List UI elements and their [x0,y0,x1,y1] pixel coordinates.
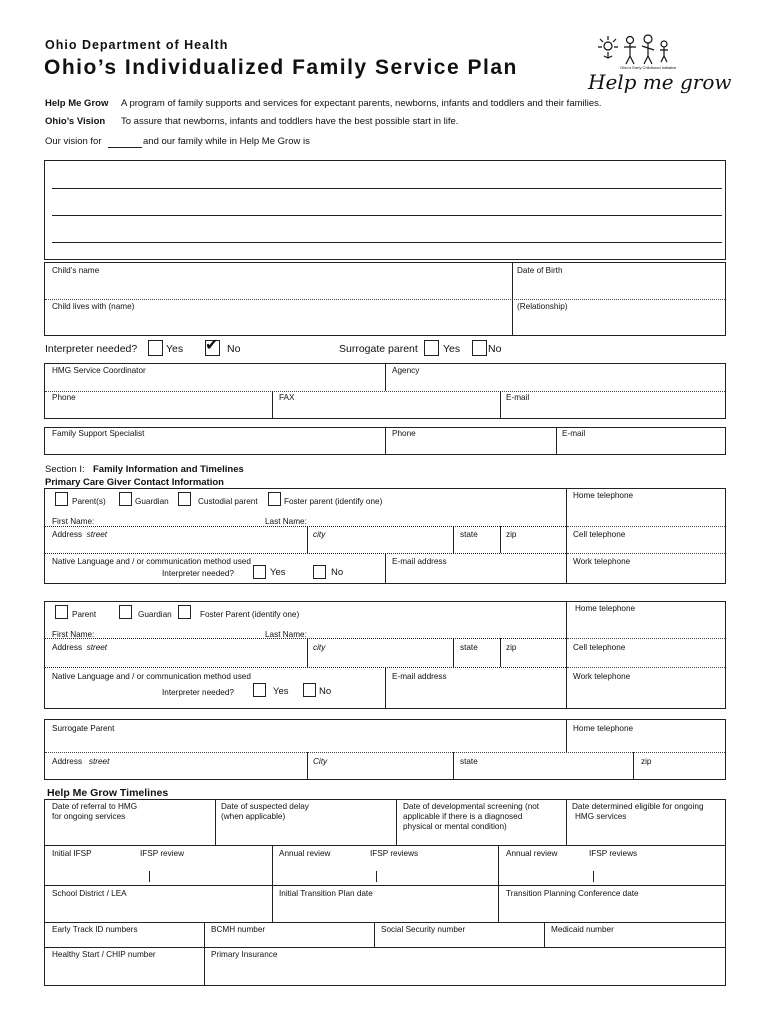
date-screening-line2: applicable if there is a diagnosed [403,812,523,821]
cg2-state[interactable]: state [460,643,478,652]
cg2-zip[interactable]: zip [506,643,517,652]
hmg-label: Help Me Grow [45,98,109,109]
email-field[interactable]: E-mail [506,393,530,402]
surrogate-zip[interactable]: zip [641,757,652,766]
cg1-work-telephone[interactable]: Work telephone [573,557,631,566]
date-suspected-line2: (when applicable) [221,812,286,821]
surrogate-street-label: street [88,757,110,766]
date-suspected-field[interactable] [221,802,309,822]
cg1-cell-telephone[interactable]: Cell telephone [573,530,626,539]
ifsp-reviews-field[interactable]: IFSP reviews [370,849,419,858]
fss-email-field[interactable]: E-mail [562,429,586,438]
date-of-referral-line2: for ongoing services [52,812,126,821]
help-me-grow-logo [586,32,732,98]
date-eligible-line2: HMG services [575,812,627,821]
cg1-last-name[interactable]: Last Name: [265,517,307,526]
cg1-custodial-label: Custodial parent [198,497,258,506]
cg2-first-name[interactable]: First Name: [52,630,95,639]
cg1-city[interactable]: city [313,530,326,539]
interpreter-yes-checkbox[interactable] [148,340,163,356]
surrogate-yes-label: Yes [443,343,461,355]
vision-name-blank[interactable] [108,147,142,148]
vision-line-3 [52,242,722,243]
cg1-guardian-label: Guardian [135,497,169,506]
cg1-custodial-checkbox[interactable] [178,492,191,506]
childs-name-field[interactable]: Child’s name [52,266,100,275]
vision-box[interactable] [44,160,726,260]
cg1-interp-no-checkbox[interactable] [313,565,326,579]
section-heading: Family Information and Timelines [93,464,244,475]
cg2-email-address[interactable]: E-mail address [392,672,447,681]
cg2-interp-no-checkbox[interactable] [303,683,316,697]
surrogate-parent-field[interactable]: Surrogate Parent [52,724,115,733]
cg1-address[interactable] [52,530,107,540]
interpreter-needed-label: Interpreter needed? [45,343,138,355]
cg2-native-language[interactable]: Native Language and / or communication method used [52,672,251,681]
child-lives-with-field[interactable]: Child lives with (name) [52,302,135,311]
vision-label: Ohio’s Vision [45,116,106,127]
surrogate-yes-checkbox[interactable] [424,340,439,356]
cg1-guardian-checkbox[interactable] [119,492,132,506]
cg1-zip[interactable]: zip [506,530,517,539]
cg2-interp-no-label: No [319,686,332,697]
cg2-guardian-checkbox[interactable] [119,605,132,619]
annual-review2-field[interactable]: Annual review [506,849,558,858]
relationship-field[interactable]: (Relationship) [517,302,568,311]
interpreter-no-label: No [227,343,241,355]
cg2-foster-checkbox[interactable] [178,605,191,619]
surrogate-address-label: Address [52,757,83,766]
cg2-last-name[interactable]: Last Name: [265,630,307,639]
transition-conference-field[interactable]: Transition Planning Conference date [506,889,639,898]
cg1-interp-no-label: No [331,567,344,578]
ssn-field[interactable]: Social Security number [381,925,466,934]
surrogate-parent-label: Surrogate parent [339,343,418,355]
medicaid-field[interactable]: Medicaid number [551,925,614,934]
our-vision-prefix: Our vision for [45,136,102,147]
date-suspected-line1: Date of suspected delay [221,802,309,811]
surrogate-city[interactable]: City [313,757,328,766]
date-eligible-line1: Date determined eligible for ongoing [572,802,704,811]
surrogate-no-label: No [488,343,502,355]
department-name: Ohio Department of Health [45,38,229,52]
surrogate-address[interactable] [52,757,109,767]
cg1-home-telephone[interactable]: Home telephone [573,491,634,500]
initial-ifsp-field[interactable]: Initial IFSP [52,849,92,858]
cg1-state[interactable]: state [460,530,478,539]
cg1-parents-checkbox[interactable] [55,492,68,506]
date-of-referral-field[interactable] [52,802,137,822]
surrogate-no-checkbox[interactable] [472,340,487,356]
surrogate-home-telephone[interactable]: Home telephone [573,724,634,733]
initial-transition-field[interactable]: Initial Transition Plan date [279,889,373,898]
cg1-address-label: Address [52,530,83,539]
cg2-street-label: street [86,643,108,652]
cg2-foster-label: Foster Parent (identify one) [200,610,300,619]
primary-insurance-field[interactable]: Primary Insurance [211,950,278,959]
interpreter-yes-label: Yes [166,343,184,355]
early-track-field[interactable]: Early Track ID numbers [52,925,138,934]
date-of-birth-field[interactable]: Date of Birth [517,266,563,275]
timelines-heading: Help Me Grow Timelines [47,787,169,799]
vision-text: To assure that newborns, infants and toddlers have the best possible start in life. [121,116,459,127]
cg1-interpreter-needed: Interpreter needed? [162,569,234,578]
hmg-service-coordinator-field[interactable]: HMG Service Coordinator [52,366,146,375]
annual-review-field[interactable]: Annual review [279,849,331,858]
cg2-parent-checkbox[interactable] [55,605,68,619]
cg2-home-telephone[interactable]: Home telephone [575,604,636,613]
school-district-field[interactable]: School District / LEA [52,889,127,898]
cg1-interp-yes-checkbox[interactable] [253,565,266,579]
fax-field[interactable]: FAX [279,393,295,402]
logo-text: Help me grow [588,70,732,94]
ifsp-reviews2-field[interactable]: IFSP reviews [589,849,638,858]
vision-line-1 [52,188,722,189]
date-screening-line3: physical or mental condition) [403,822,507,831]
logo-tagline: Ohio's Early Childhood Initiative [620,65,677,70]
family-support-specialist-field[interactable]: Family Support Specialist [52,429,145,438]
our-vision-suffix: and our family while in Help Me Grow is [143,136,310,147]
cg2-address[interactable] [52,643,107,653]
date-screening-field[interactable] [403,802,539,832]
cg2-parent-label: Parent [72,610,97,619]
cg1-email-address[interactable]: E-mail address [392,557,447,566]
cg2-city[interactable]: city [313,643,326,652]
checkmark-icon: ✔ [205,335,219,354]
hmg-text: A program of family supports and services for expectant parents, newborns, infants and toddlers and their families. [121,98,602,109]
phone-field[interactable]: Phone [52,393,76,402]
page-title: Ohio’s Individualized Family Service Plan [44,56,518,79]
cg2-guardian-label: Guardian [138,610,172,619]
cg2-interpreter-needed: Interpreter needed? [162,688,234,697]
cg1-foster-checkbox[interactable] [268,492,281,506]
cg1-native-language[interactable]: Native Language and / or communication method used [52,557,251,566]
healthy-start-field[interactable]: Healthy Start / CHIP number [52,950,156,959]
vision-line-2 [52,215,722,216]
section-subheading: Primary Care Giver Contact Information [45,477,224,488]
bcmh-field[interactable]: BCMH number [211,925,266,934]
ifsp-review-field[interactable]: IFSP review [140,849,184,858]
surrogate-state[interactable]: state [460,757,478,766]
cg2-interp-yes-label: Yes [273,686,289,697]
date-of-referral-line1: Date of referral to HMG [52,802,138,811]
cg2-interp-yes-checkbox[interactable] [253,683,266,697]
section-prefix: Section I: [45,464,85,475]
agency-field[interactable]: Agency [392,366,420,375]
date-eligible-field[interactable] [572,802,704,822]
date-screening-line1: Date of developmental screening (not [403,802,540,811]
cg2-cell-telephone[interactable]: Cell telephone [573,643,626,652]
cg1-street-label: street [86,530,108,539]
cg2-work-telephone[interactable]: Work telephone [573,672,631,681]
cg1-parents-label: Parent(s) [72,497,106,506]
cg1-foster-label: Foster parent (identify one) [284,497,383,506]
fss-phone-field[interactable]: Phone [392,429,416,438]
cg1-first-name[interactable]: First Name: [52,517,95,526]
cg2-address-label: Address [52,643,83,652]
cg1-interp-yes-label: Yes [270,567,286,578]
